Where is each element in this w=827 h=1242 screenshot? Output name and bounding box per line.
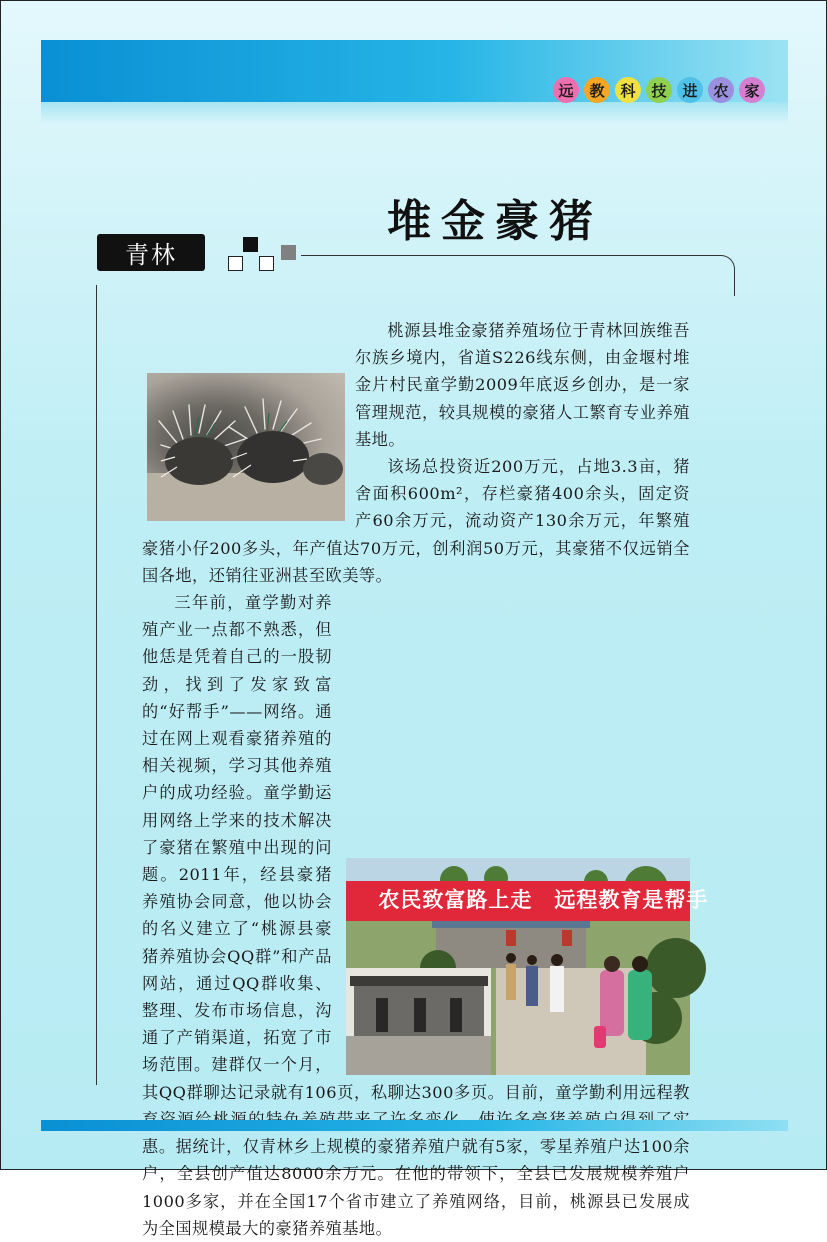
porcupine-illustration	[147, 373, 345, 521]
region-tag: 青林	[97, 234, 205, 271]
slogan-char: 远	[553, 77, 579, 103]
slogan-char: 技	[646, 77, 672, 103]
paragraph-1	[142, 317, 690, 453]
decor-square-gray	[281, 245, 296, 260]
paragraph-1-text: 桃源县堆金豪猪养殖场位于青林回族维吾尔族乡境内，省道S226线东侧，由金堰村堆金片村民童学勤2009年底返乡创办，是一家管理规范，较具规模的豪猪人工繁育专业养殖基地。	[355, 321, 690, 449]
decor-square-black	[243, 237, 258, 252]
photo-banner: 农民致富路上走 远程教育是帮手	[346, 881, 690, 921]
slogan-char: 家	[739, 77, 765, 103]
column-slogan	[553, 77, 765, 103]
frame-line-top	[301, 255, 735, 296]
header-band-shadow	[41, 102, 788, 124]
paragraph-3	[142, 589, 709, 1242]
decor-square-outline	[259, 256, 274, 271]
paragraph-2: 该场总投资近200万元，占地3.3亩，猪舍面积600m²，存栏豪猪400余头，固定资产60余万元，流动资产130余万元，年繁殖豪猪小仔200多头，年产值达70万元，创利润50万元，其豪猪不仅远销全国各地，还销往亚洲甚至欧美等。	[142, 457, 690, 585]
slogan-char: 进	[677, 77, 703, 103]
frame-line-left	[96, 285, 97, 1085]
slogan-char: 科	[615, 77, 641, 103]
porcupine-photo	[147, 373, 345, 521]
footer-band	[41, 1120, 788, 1131]
field-visit-photo	[346, 858, 709, 1075]
article-title: 堆金豪猪	[387, 196, 603, 247]
slogan-char: 教	[584, 77, 610, 103]
decor-square-outline	[228, 256, 243, 271]
slogan-char: 农	[708, 77, 734, 103]
article-body	[142, 317, 709, 1242]
paragraph-3-text: 三年前，童学勤对养殖产业一点都不熟悉，但他恁是凭着自己的一股韧劲，找到了发家致富的“好帮手”——网络。通过在网上观看豪猪养殖的相关视频，学习其他养殖户的成功经验。童学勤运用网络上学来的技术解决了豪猪在繁殖中出现的问题。2011年，经县豪猪养殖协会同意，他以协会的名义建立了“桃源县豪猪养殖协会QQ群”和产品网站，通过QQ群收集、整理、发布市场信息，沟通了产销渠道，拓宽了市场范围。建群仅一个月，其QQ群聊达记录就有106页，私聊达300多页。目前，童学勤利用远程教 惠。据统计，仅青林乡上规模的豪猪养殖户就有5家，零星养殖户达100余户，全县创产值达8000余万元。在他的带领下，全县已发展规模养殖户1000多家，并在全国17个省市建立了养殖网络，目前，桃源县已发展成为全国规模最大的豪猪养殖基地。	[142, 593, 690, 1238]
